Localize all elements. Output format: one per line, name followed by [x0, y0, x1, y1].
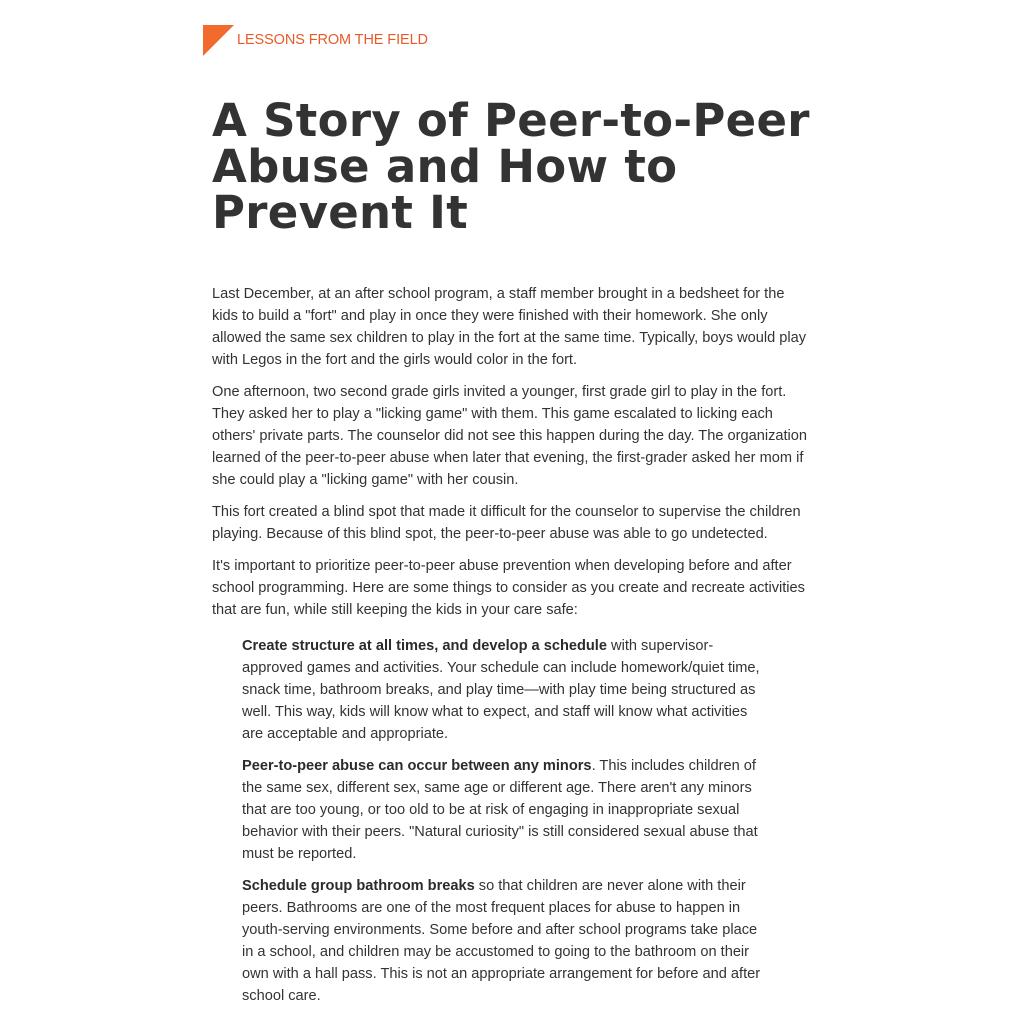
article-body: [212, 283, 814, 1017]
body-paragraph: It's important to prioritize peer-to-peer abuse prevention when developing before and after school programming. Here are some things to consider as you create and recreate activities that are fun, while still keeping the kids in your care safe:: [212, 558, 805, 618]
triangle-flag-icon: [203, 25, 234, 56]
tip-text: so that children are never alone with their peers. Bathrooms are one of the most frequent places for abuse to happen in youth-serving environments. Some before and after school programs take place in a school, and children may be accustomed to going to the bathroom on their own with a hall pass. This is not an appropriate arrangement for before and after school care.: [242, 878, 761, 1004]
tips-list: [242, 635, 766, 1007]
article-title: A Story of Peer-to-Peer Abuse and How to Prevent It: [212, 94, 810, 239]
body-paragraph: One afternoon, two second grade girls invited a younger, first grade girl to play in the fort. They asked her to play a "licking game" with them. This game escalated to licking each others' private parts. The counselor did not see this happen during the day. The organization learned of the peer-to-peer abuse when later that evening, the first-grader asked her mom if she could play a "licking game" with her cousin.: [212, 384, 808, 488]
tip-item: [242, 635, 766, 745]
tip-heading: Create structure at all times, and develop a schedule: [242, 638, 607, 654]
section-kicker: [203, 25, 428, 56]
tip-heading: Schedule group bathroom breaks: [242, 878, 475, 894]
kicker-label: LESSONS FROM THE FIELD: [237, 32, 428, 48]
tip-item: [242, 755, 766, 865]
body-paragraph: This fort created a blind spot that made it difficult for the counselor to supervise the children playing. Because of this blind spot, the peer-to-peer abuse was able to go undetected.: [212, 504, 801, 542]
body-paragraph: Last December, at an after school program, a staff member brought in a bedsheet for the kids to build a "fort" and play in once they were finished with their homework. She only allowed the same sex children to play in the fort at the same time. Typically, boys would play with Legos in the fort and the girls would color in the fort.: [212, 286, 807, 368]
tip-heading: Peer-to-peer abuse can occur between any minors: [242, 758, 592, 774]
tip-text: with supervisor-approved games and activities. Your schedule can include homework/quiet time, snack time, bathroom breaks, and play time—with play time being structured as well. This way, kids will know what to expect, and staff will know what activities are acceptable and appropriate.: [242, 638, 760, 742]
tip-item: [242, 875, 766, 1007]
tip-text: . This includes children of the same sex, different sex, same age or different age. There aren't any minors that are too young, or too old to be at risk of engaging in inappropriate sexual behavior with their peers. "Natural curiosity" is still considered sexual abuse that must be reported.: [242, 758, 758, 862]
